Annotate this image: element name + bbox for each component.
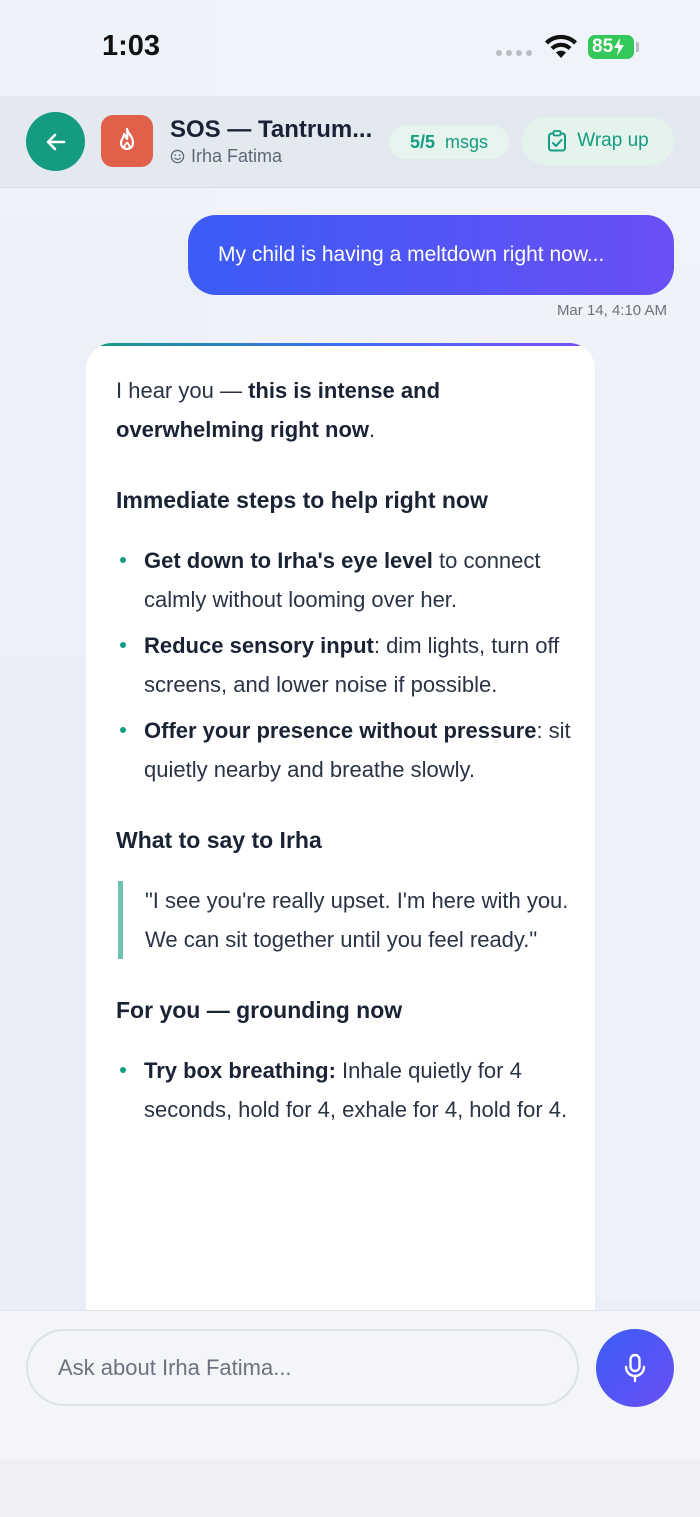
chat-header	[0, 96, 700, 188]
intro-bold: this is intense and overwhelming right now	[116, 378, 441, 442]
steps-list	[116, 541, 576, 789]
arrow-left-icon	[44, 130, 68, 154]
assistant-intro	[116, 371, 576, 449]
user-message-text: My child is having a meltdown right now...	[218, 243, 605, 266]
home-indicator-area	[0, 1460, 700, 1517]
message-input[interactable]	[26, 1329, 579, 1406]
sos-app-icon	[101, 115, 153, 167]
step-bold: Get down to Irha's eye level	[144, 548, 433, 573]
flame-icon	[114, 127, 140, 155]
step-text: : dim lights, turn off screens, and lower noise if possible.	[144, 633, 560, 697]
composer-bar	[0, 1310, 700, 1460]
charging-bolt-icon	[613, 38, 625, 56]
step-text: : sit quietly nearby and breathe slowly.	[144, 718, 571, 782]
grounding-list	[116, 1051, 576, 1129]
user-message-bubble	[188, 215, 674, 295]
child-name-row	[170, 146, 282, 167]
list-item	[116, 541, 576, 619]
user-message-timestamp: Mar 14, 4:10 AM	[556, 302, 667, 319]
cellular-signal-icon	[496, 50, 532, 56]
wrap-up-label: Wrap up	[577, 130, 649, 151]
chat-title: SOS — Tantrum...	[170, 116, 373, 143]
section-heading-what-to-say: What to say to Irha	[116, 827, 322, 853]
suggested-phrase-quote: "I see you're really upset. I'm here with you. We can sit together until you feel ready."	[118, 881, 576, 959]
status-time: 1:03	[102, 30, 161, 62]
section-heading-steps: Immediate steps to help right now	[116, 487, 488, 513]
assistant-message-card	[86, 343, 595, 1343]
message-count-unit: msgs	[445, 131, 489, 152]
intro-text: I hear you —	[116, 378, 249, 403]
list-item	[116, 626, 576, 704]
section-heading-grounding: For you — grounding now	[116, 997, 403, 1023]
grounding-bold: Try box breathing:	[144, 1058, 336, 1083]
step-bold: Offer your presence without pressure	[144, 718, 537, 743]
battery-cap	[636, 42, 639, 52]
step-text: to connect calmly without looming over her.	[144, 548, 541, 612]
smiley-icon	[170, 149, 185, 164]
message-input-placeholder: Ask about Irha Fatima...	[58, 1354, 292, 1380]
microphone-button[interactable]	[596, 1329, 674, 1407]
battery-icon	[588, 35, 634, 59]
wrap-up-button[interactable]	[522, 117, 674, 165]
grounding-text: Inhale quietly for 4 seconds, hold for 4, exhale for 4, hold for 4.	[144, 1058, 568, 1122]
list-item	[116, 1051, 576, 1129]
wifi-icon	[544, 34, 578, 60]
assistant-message-content	[116, 371, 576, 1136]
list-item	[116, 711, 576, 789]
back-button[interactable]	[26, 112, 85, 171]
status-bar	[0, 0, 700, 96]
microphone-icon	[623, 1353, 647, 1383]
step-bold: Reduce sensory input	[144, 633, 374, 658]
intro-end: .	[369, 417, 376, 442]
message-count-badge	[389, 125, 509, 159]
message-count: 5/5	[409, 131, 435, 152]
clipboard-check-icon	[547, 130, 567, 152]
battery-level: 85	[592, 36, 614, 57]
child-name: Irha Fatima	[191, 146, 283, 166]
